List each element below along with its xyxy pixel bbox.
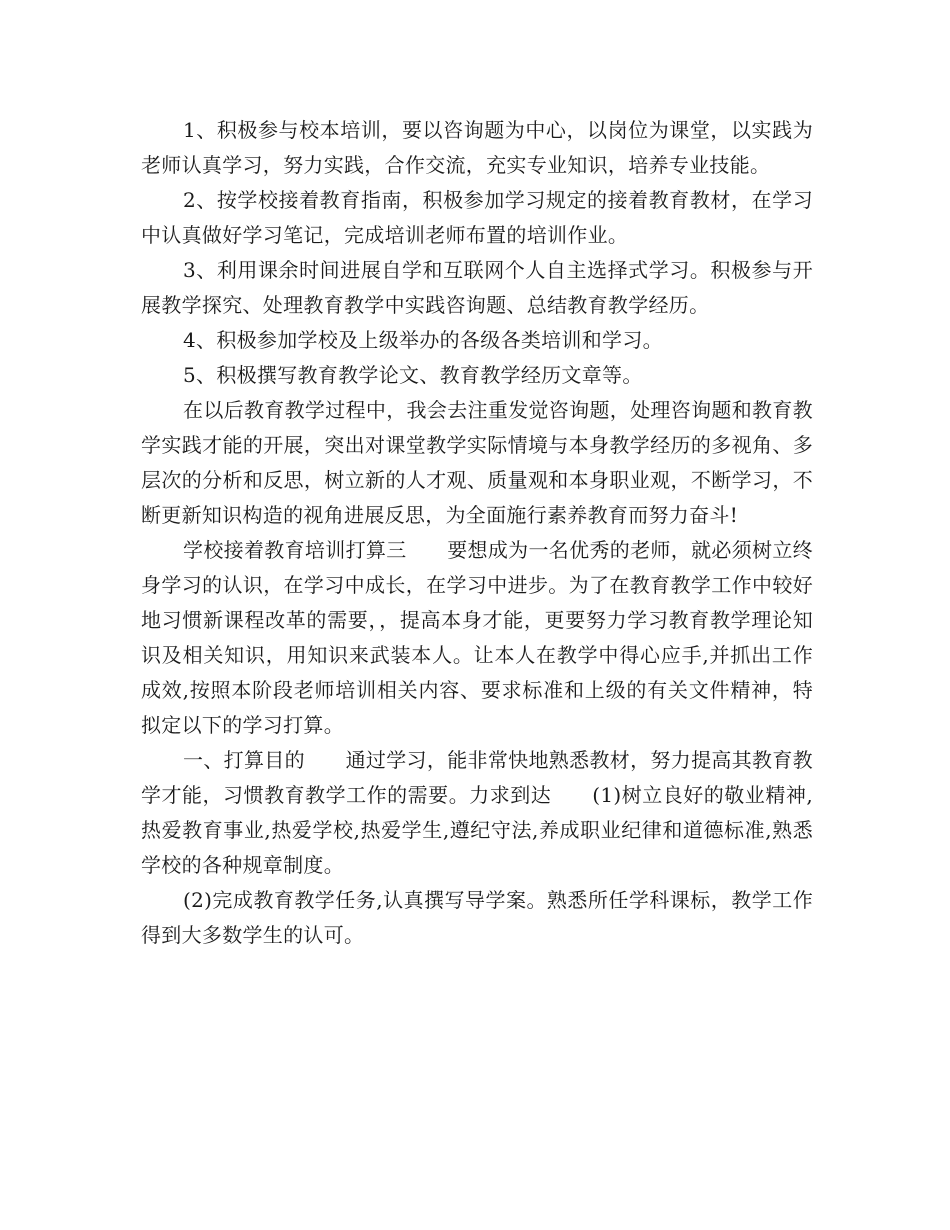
paragraph-item-2: 2、按学校接着教育指南，积极参加学习规定的接着教育教材，在学习中认真做好学习笔记，完成培训老师布置的培训作业。 [141, 188, 813, 247]
paragraph-item-3: 3、利用课余时间进展自学和互联网个人自主选择式学习。积极参与开展教学探究、处理教育教学中实践咨询题、总结教育教学经历。 [141, 258, 813, 317]
paragraph-plan-goal: 一、打算目的 通过学习，能非常快地熟悉教材，努力提高其教育教学才能，习惯教育教学工作的需要。力求到达 (1)树立良好的敬业精神,热爱教育事业,热爱学校,热爱学生,遵纪守法,养成职业纪律和道德标准,熟悉学校的各种规章制度。 [141, 748, 813, 877]
document-body [141, 113, 813, 953]
paragraph-goal-2: (2)完成教育教学任务,认真撰写导学案。熟悉所任学科课标，教学工作得到大多数学生的认可。 [141, 888, 813, 947]
paragraph-item-4: 4、积极参加学校及上级举办的各级各类培训和学习。 [183, 328, 663, 352]
paragraph-item-1: 1、积极参与校本培训，要以咨询题为中心，以岗位为课堂，以实践为老师认真学习，努力实践，合作交流，充实专业知识，培养专业技能。 [141, 118, 813, 177]
paragraph-item-5: 5、积极撰写教育教学论文、教育教学经历文章等。 [183, 363, 643, 387]
paragraph-training-plan-three: 学校接着教育培训打算三 要想成为一名优秀的老师，就必须树立终身学习的认识，在学习中成长，在学习中进步。为了在教育教学工作中较好地习惯新课程改革的需要，，提高本身才能，更要努力学习教育教学理论知识及相关知识，用知识来武装本人。让本人在教学中得心应手,并抓出工作成效,按照本阶段老师培训相关内容、要求标准和上级的有关文件精神，特拟定以下的学习打算。 [141, 538, 813, 737]
paragraph-future-plan: 在以后教育教学过程中，我会去注重发觉咨询题，处理咨询题和教育教学实践才能的开展，突出对课堂教学实际情境与本身教学经历的多视角、多层次的分析和反思，树立新的人才观、质量观和本身职业观，不断学习，不断更新知识构造的视角进展反思，为全面施行素养教育而努力奋斗! [141, 398, 813, 527]
